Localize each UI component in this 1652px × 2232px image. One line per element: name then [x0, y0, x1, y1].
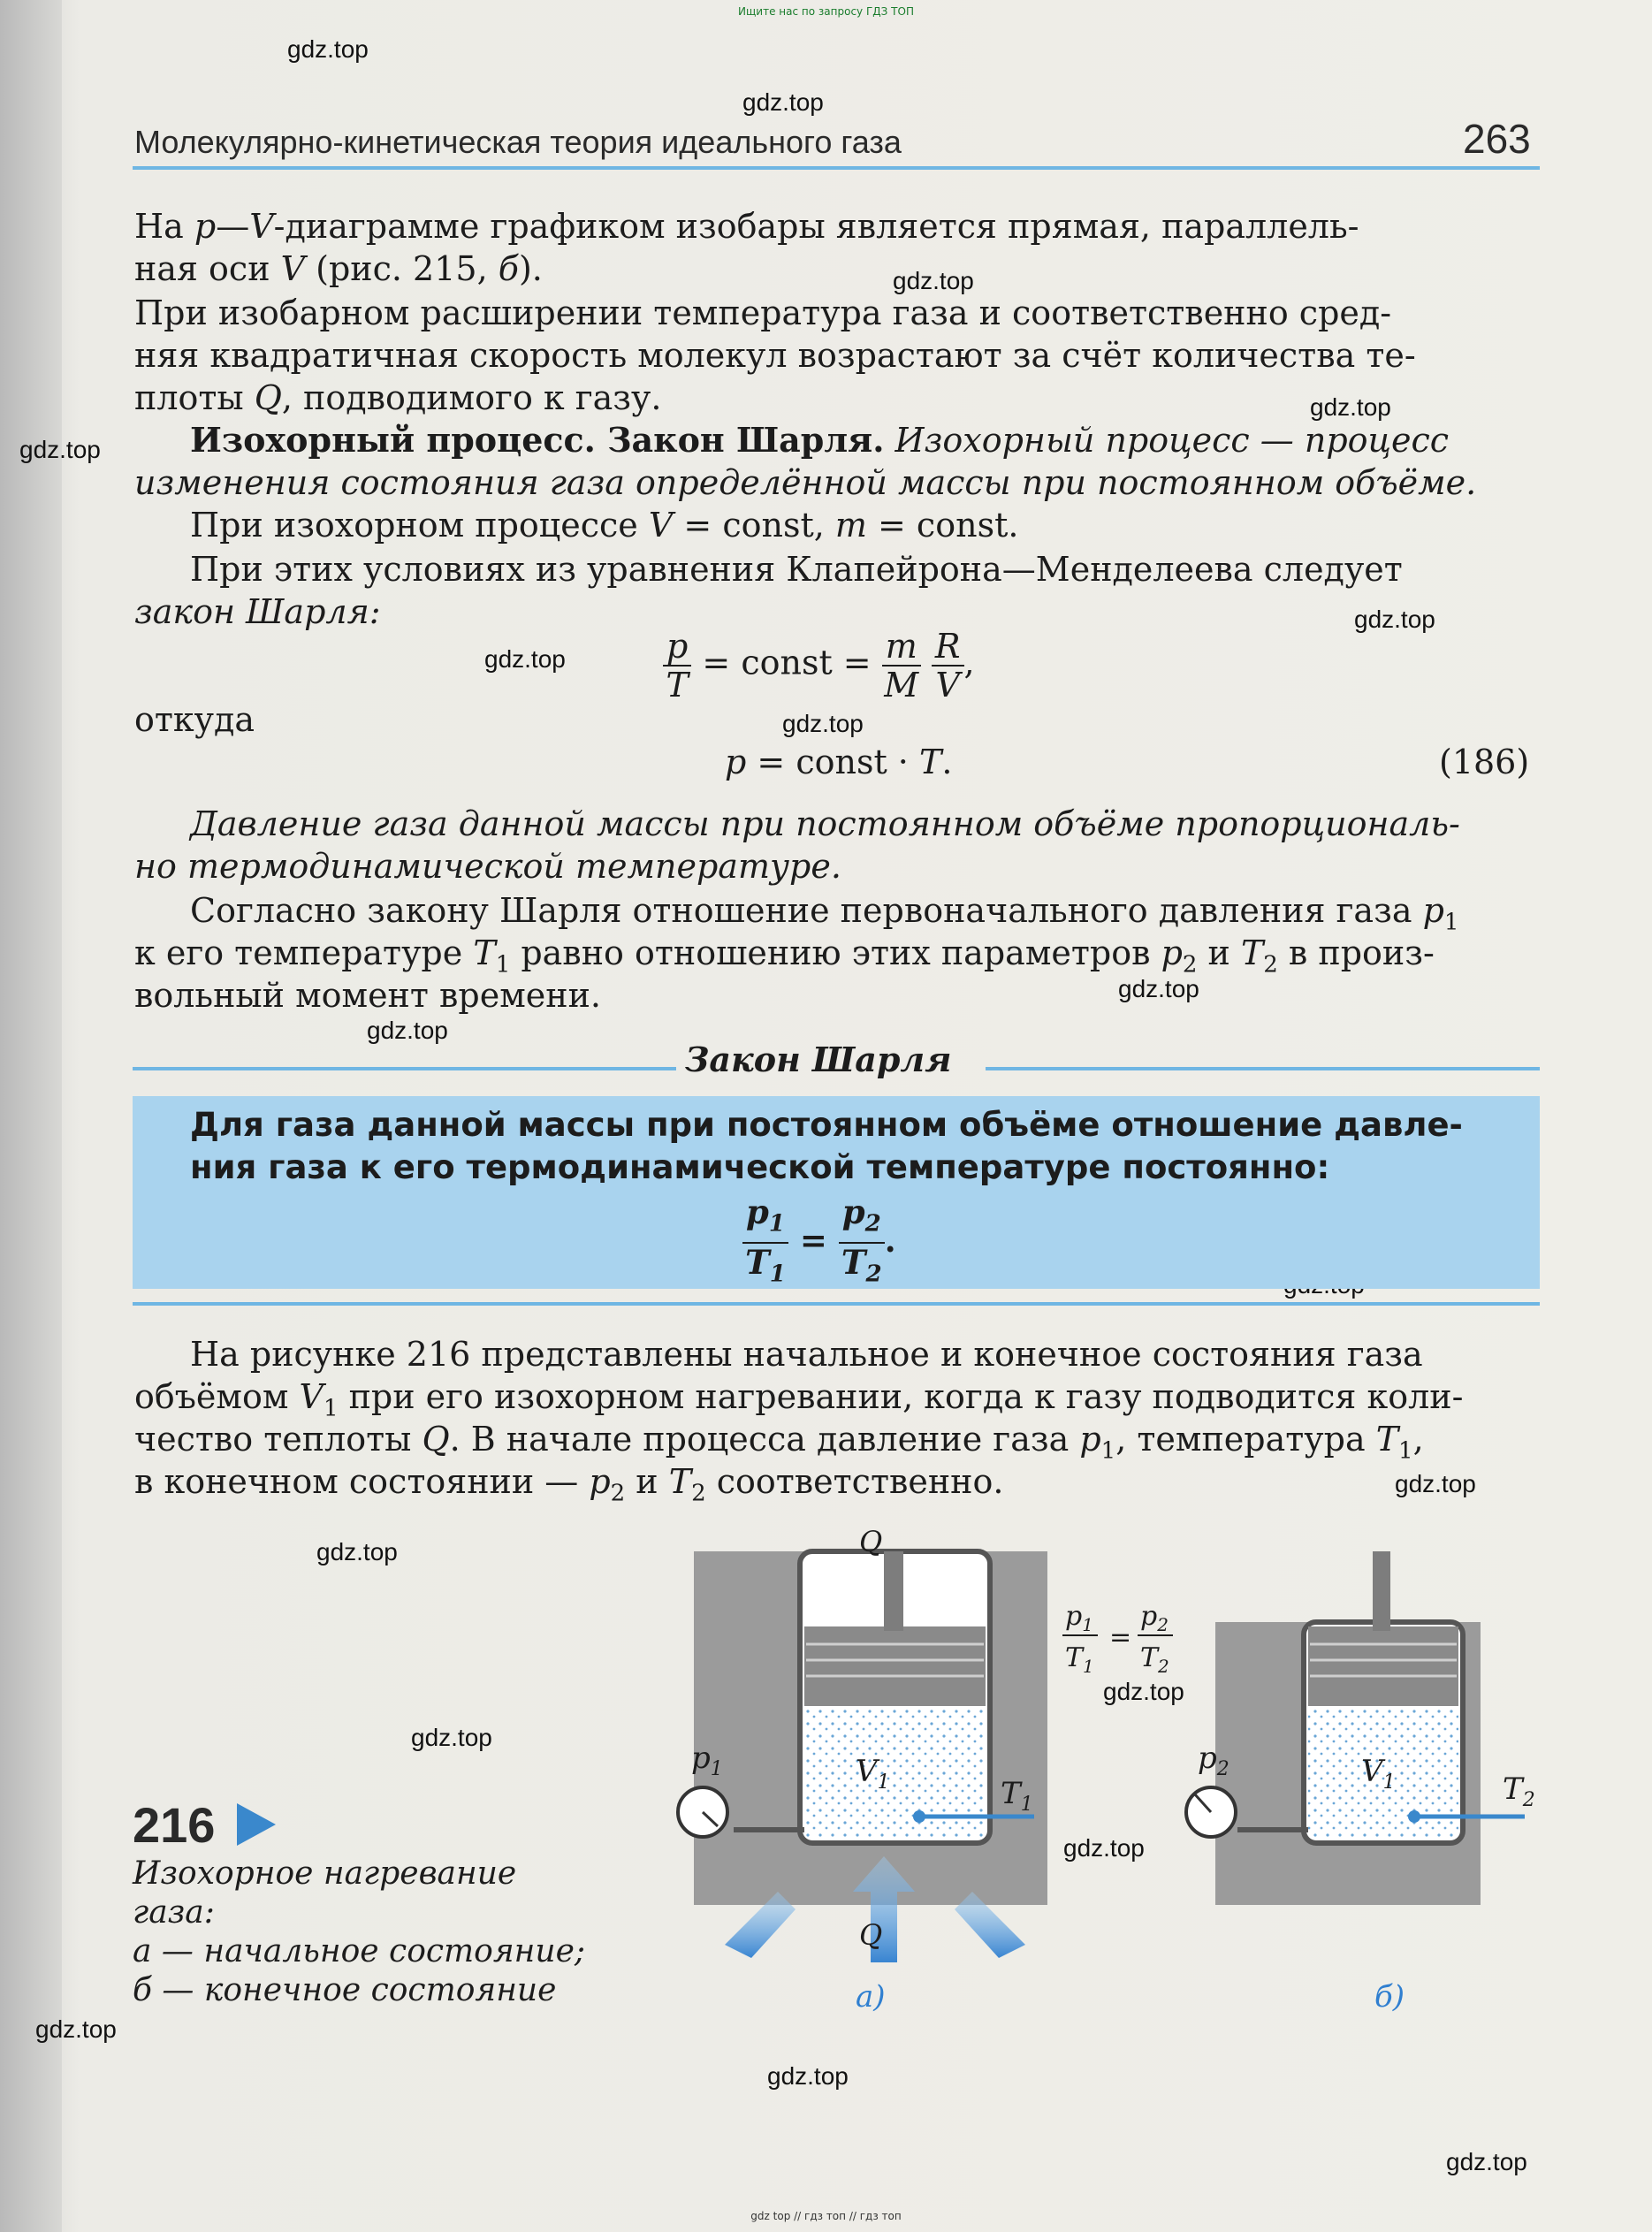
text-line: откуда	[134, 700, 255, 739]
label-T2: $T_2$	[1503, 1771, 1535, 1811]
law-formula: $\frac{p_1}{T_1}$ = $\frac{p_2}{T_2}$ .	[742, 1193, 1008, 1293]
watermark: gdz.top	[1354, 606, 1435, 633]
law-statement: ния газа к его термодинамической температуре постоянно:	[190, 1148, 1330, 1186]
text-line: Давление газа данной массы при постоянном объёме пропорциональ-	[190, 804, 1460, 843]
law-statement: Для газа данной массы при постоянном объёме отношение давле-	[190, 1106, 1463, 1144]
svg-text:T1: $T_1$	[1065, 1642, 1094, 1677]
text-line: плоты Q, подводимого к газу.	[134, 378, 662, 417]
bottom-note: gdz top // гдз топ // гдз топ	[750, 2210, 902, 2222]
figure-caption: газа:	[133, 1894, 215, 1931]
text-line: объёмом $V_1$ при его изохорном нагревании, когда к газу подводится коли-	[134, 1377, 1464, 1422]
piston-rod	[884, 1551, 903, 1631]
svg-text:p1: $p_1$	[1065, 1601, 1093, 1635]
watermark: gdz.top	[1446, 2148, 1527, 2175]
text-line: закон Шарля:	[134, 592, 381, 631]
text-line: вольный момент времени.	[134, 976, 601, 1015]
text-line: чество теплоты Q. В начале процесса давление газа $p_1$, температура $T_1$,	[134, 1420, 1424, 1465]
text-line: в конечном состоянии — $p_2$ и $T_2$ соответственно.	[134, 1462, 1004, 1507]
figure-number: 216	[133, 1797, 216, 1853]
piston-rod	[1373, 1551, 1390, 1631]
watermark: gdz.top	[1103, 1678, 1184, 1705]
svg-text:p2: $p_2$	[1140, 1601, 1169, 1635]
panel-b-label: б)	[1374, 1979, 1405, 2015]
watermark: gdz.top	[484, 645, 566, 673]
panel-a-label: а)	[856, 1979, 886, 2015]
text-line: При этих условиях из уравнения Клапейрона—Менделеева следует	[190, 550, 1403, 589]
watermark: gdz.top	[1395, 1470, 1476, 1497]
watermark: gdz.top	[19, 436, 101, 463]
watermark: gdz.top	[1310, 393, 1391, 421]
text-line: При изохорном процессе V = const, m = const.	[190, 506, 1019, 545]
label-T1: $T_1$	[1001, 1776, 1033, 1816]
text-line: изменения состояния газа определённой массы при постоянном объёме.	[134, 463, 1477, 502]
equation-number: (186)	[1439, 743, 1530, 781]
watermark: gdz.top	[893, 267, 974, 294]
watermark: gdz.top	[1118, 975, 1199, 1002]
svg-text:T2: $T_2$	[1140, 1642, 1169, 1677]
label-p1: $p_1$	[691, 1741, 723, 1780]
figure-caption: б — конечное состояние	[133, 1972, 557, 2008]
text-line: При изобарном расширении температура газа и соответственно сред-	[134, 293, 1392, 332]
law-title: Закон Шарля	[685, 1040, 952, 1079]
watermark: gdz.top	[316, 1538, 398, 1565]
section-heading: Изохорный процесс. Закон Шарля.	[190, 420, 885, 460]
figure-caption: Изохорное нагревание	[133, 1855, 517, 1892]
running-header: Молекулярно-кинетическая теория идеального газа	[134, 124, 902, 160]
label-Q: Q	[859, 1918, 883, 1952]
watermark: gdz.top	[767, 2062, 849, 2090]
watermark: gdz.top	[1063, 1834, 1145, 1862]
figure-caption: а — начальное состояние;	[133, 1933, 586, 1969]
text-line: Согласно закону Шарля отношение первоначального давления газа $p_1$	[190, 891, 1459, 936]
text-line: но термодинамической температуре.	[134, 847, 841, 886]
page-number: 263	[1463, 116, 1531, 162]
watermark: gdz.top	[35, 2015, 117, 2043]
equation-186: p = const · T.	[725, 743, 953, 781]
text-line: На p—V-диаграмме графиком изобары является прямая, параллель-	[134, 207, 1359, 246]
text-line: ная оси V (рис. 215, б).	[134, 249, 543, 288]
label-Q-top: Q	[859, 1525, 883, 1558]
equation-charles-derivation: $\frac{p}{T}$ = const = $\frac{m}{M}$ $\frac{R}{V}$ ,	[663, 628, 1105, 704]
watermark: gdz.top	[367, 1017, 448, 1044]
figure-formula	[1062, 1601, 1173, 1677]
label-V1-b: $V_1$	[1361, 1754, 1396, 1794]
text-line: к его температуре $T_1$ равно отношению этих параметров $p_2$ и $T_2$ в произ-	[134, 933, 1435, 979]
watermark: gdz.top	[411, 1724, 492, 1751]
piston	[804, 1626, 986, 1706]
piston	[1308, 1626, 1458, 1706]
watermark: gdz.top	[287, 35, 369, 63]
label-V1: $V_1$	[856, 1754, 890, 1794]
top-note: Ищите нас по запросу ГДЗ ТОП	[738, 5, 914, 18]
panel-b	[1186, 1551, 1525, 1905]
svg-text:=: =	[1109, 1622, 1132, 1653]
label-p2: $p_2$	[1198, 1741, 1229, 1780]
text-line: Изохорный процесс. Закон Шарля. Изохорный процесс — процесс	[190, 420, 1450, 460]
text-line: На рисунке 216 представлены начальное и конечное состояния газа	[190, 1335, 1423, 1374]
watermark: gdz.top	[782, 710, 864, 737]
watermark: gdz.top	[742, 88, 824, 116]
text-line: няя квадратичная скорость молекул возрастают за счёт количества те-	[134, 336, 1416, 375]
